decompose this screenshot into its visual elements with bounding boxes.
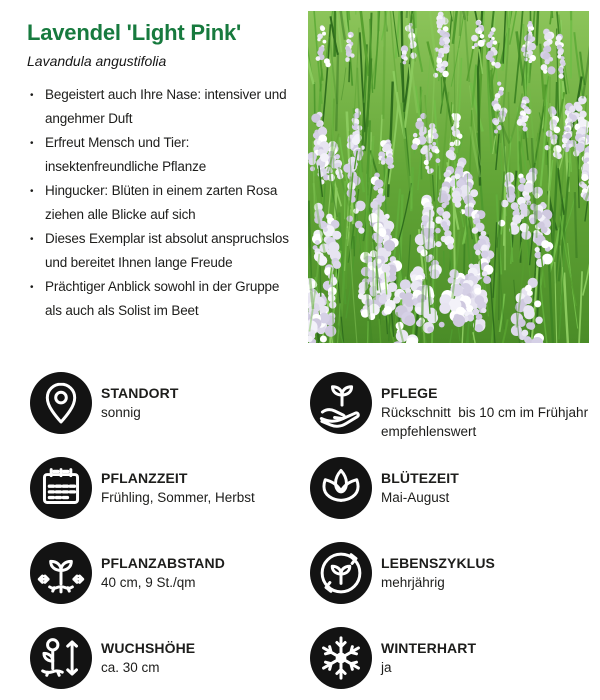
feature-wuchshoehe [30, 627, 195, 689]
feature-label: STANDORT [101, 385, 179, 401]
snowflake-icon [310, 627, 372, 689]
feature-value: Frühling, Sommer, Herbst [101, 490, 255, 505]
page-title: Lavendel 'Light Pink' [27, 20, 242, 45]
list-item: • Erfreut Mensch und Tier: insektenfreundliche Pflanze [27, 131, 289, 179]
feature-label: WUCHSHÖHE [101, 640, 196, 656]
plant-spacing-icon [30, 542, 92, 604]
list-item: • Hingucker: Blüten in einem zarten Rosa ziehen alle Blicke auf sich [27, 179, 289, 227]
lotus-flower-icon [310, 457, 372, 519]
list-item: • Begeistert auch Ihre Nase: intensiver und angehmer Duft [27, 83, 289, 131]
feature-winterhart [310, 627, 476, 689]
feature-value: 40 cm, 9 St./qm [101, 575, 196, 590]
feature-standort [30, 372, 179, 434]
feature-label: PFLANZZEIT [101, 470, 188, 486]
feature-bluetezeit [310, 457, 459, 519]
feature-value: sonnig [101, 405, 141, 420]
botanical-name: Lavandula angustifolia [27, 53, 167, 69]
lifecycle-icon [310, 542, 372, 604]
feature-pflege [310, 372, 590, 441]
hand-plant-icon [310, 372, 372, 434]
feature-value: Rückschnitt bis 10 cm im Frühjahr empfehlenswert [381, 405, 592, 439]
feature-label: PFLEGE [381, 385, 438, 401]
feature-label: BLÜTEZEIT [381, 470, 459, 486]
feature-pflanzzeit [30, 457, 255, 519]
plant-height-icon [30, 627, 92, 689]
feature-value: ja [381, 660, 392, 675]
list-item: • Dieses Exemplar ist absolut anspruchslos und bereitet Ihnen lange Freude [27, 227, 289, 275]
feature-label: PFLANZABSTAND [101, 555, 225, 571]
location-pin-icon [30, 372, 92, 434]
feature-value: Mai-August [381, 490, 450, 505]
feature-value: ca. 30 cm [101, 660, 160, 675]
feature-label: LEBENSZYKLUS [381, 555, 495, 571]
feature-pflanzabstand [30, 542, 225, 604]
list-item: • Prächtiger Anblick sowohl in der Gruppe als auch als Solist im Beet [27, 275, 289, 323]
feature-grid [30, 372, 590, 692]
calendar-icon [30, 457, 92, 519]
description-bullet-list [27, 83, 289, 323]
lavender-field-photo [308, 11, 589, 343]
feature-label: WINTERHART [381, 640, 477, 656]
feature-lebenszyklus [310, 542, 495, 604]
feature-value: mehrjährig [381, 575, 445, 590]
